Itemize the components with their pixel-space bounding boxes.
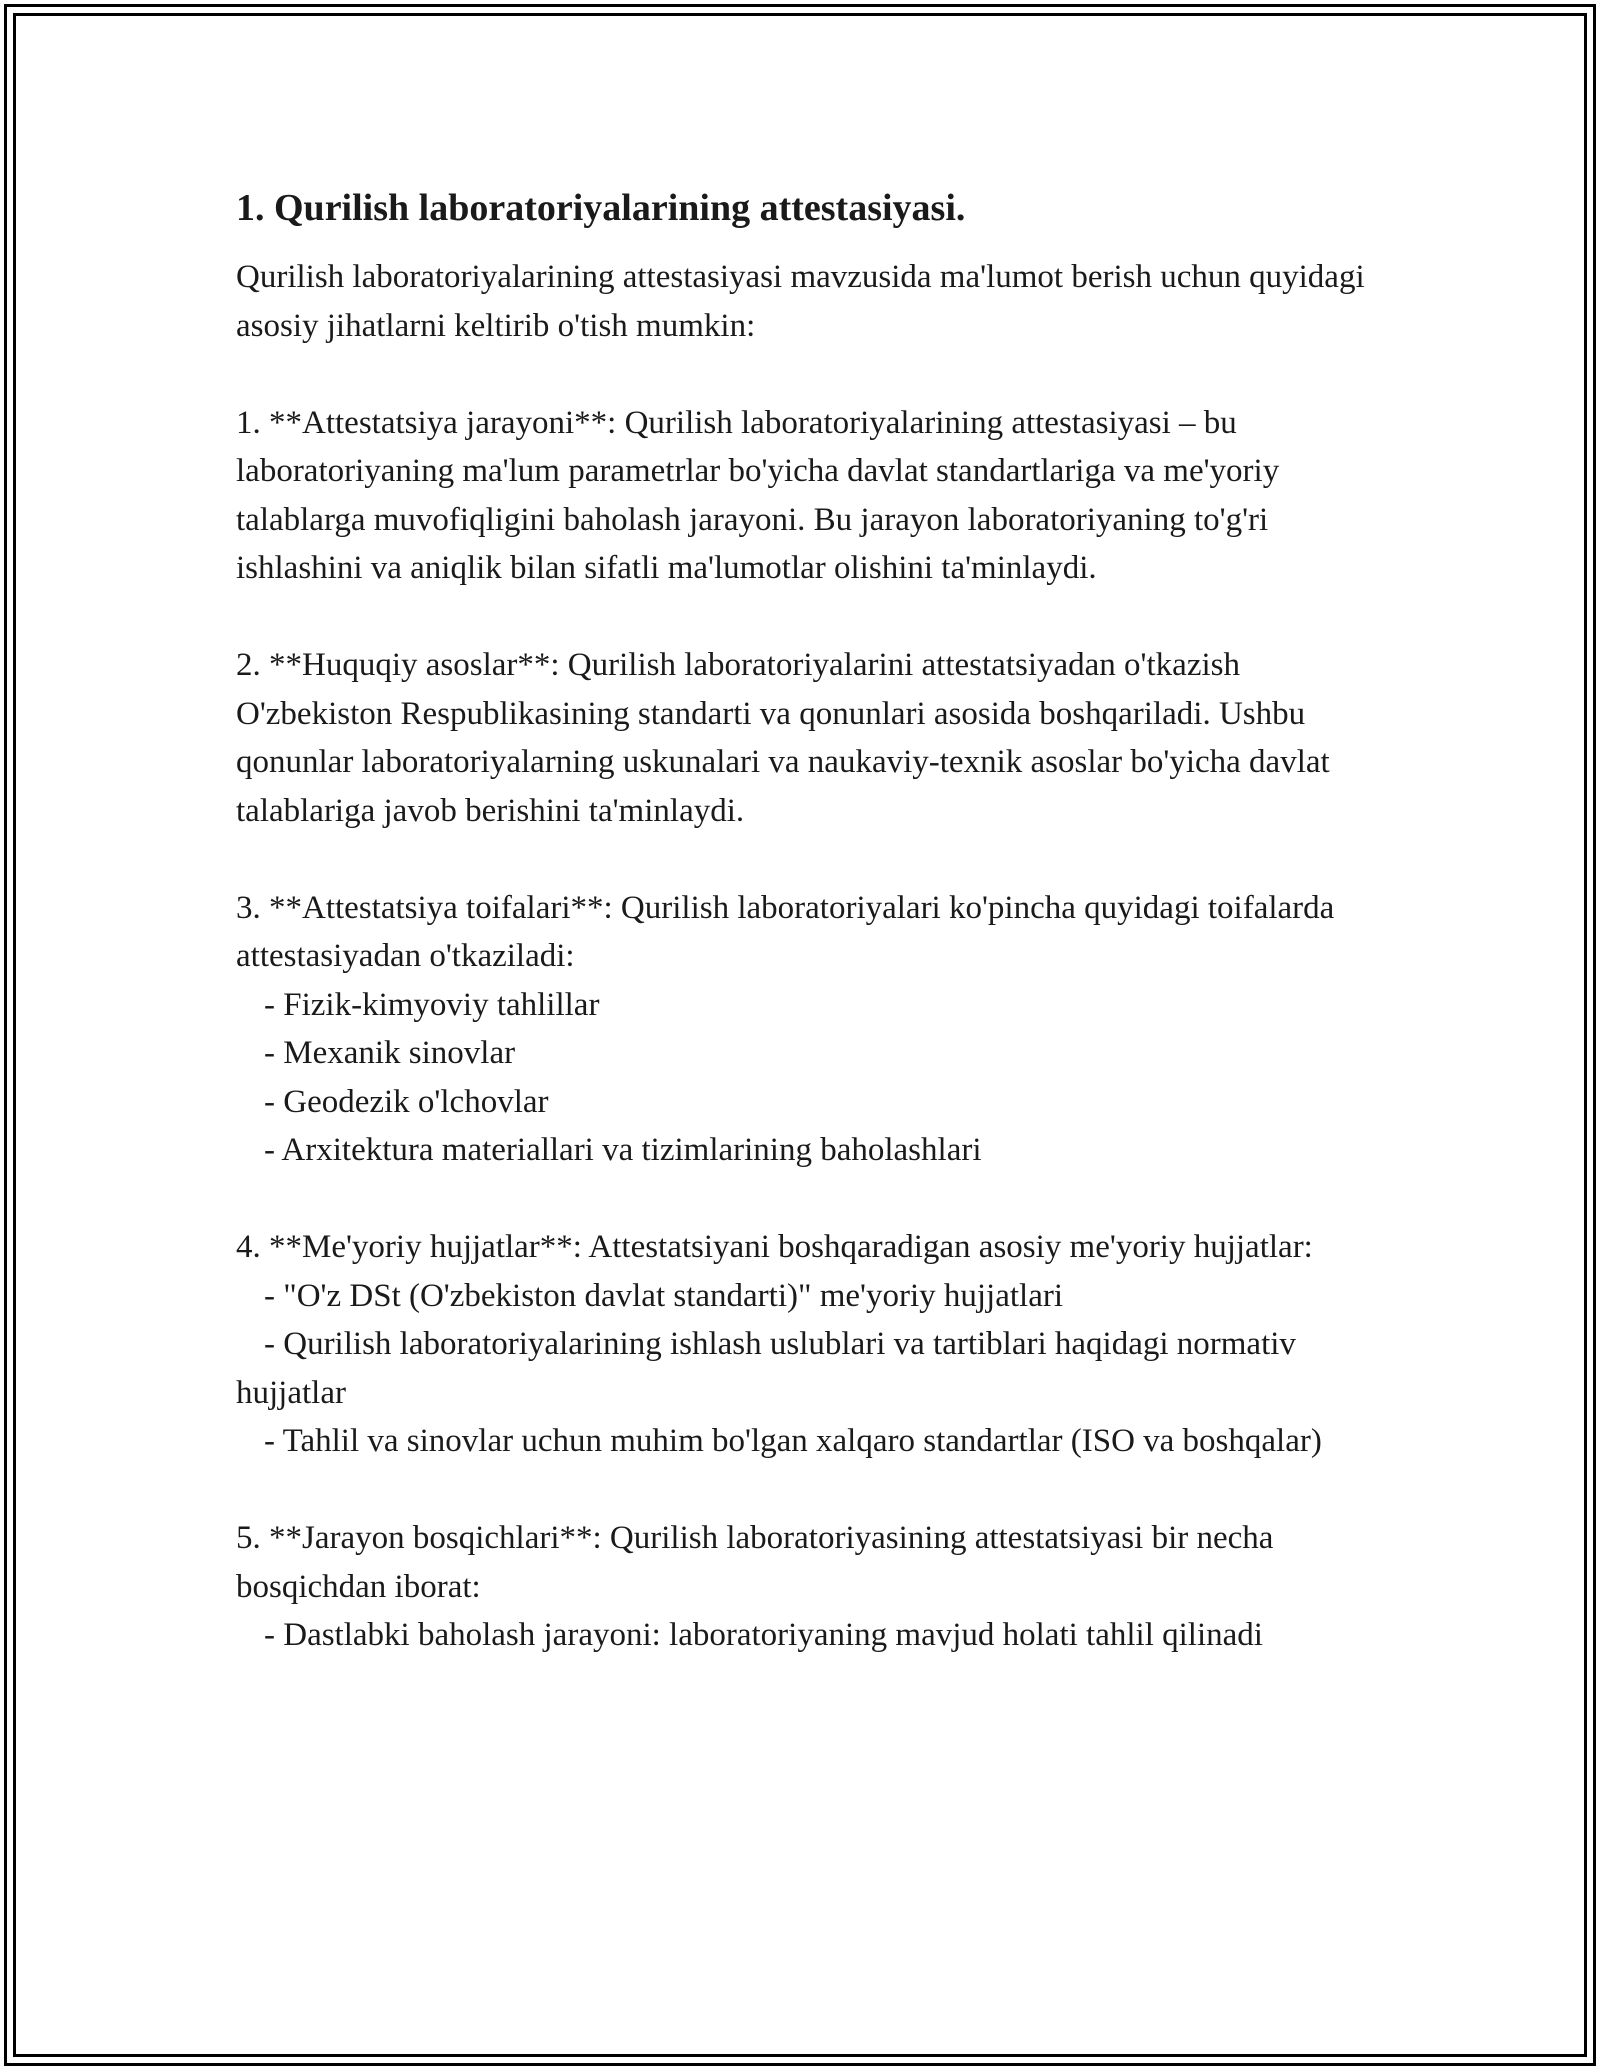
list-item: - Geodezik o'lchovlar xyxy=(264,1083,549,1120)
section-2-text: 2. **Huquqiy asoslar**: Qurilish laboratoriyalarini attestatsiyadan o'tkazish O'zbekiston Respublikasining standarti va qonunlari asosida boshqariladi. Ushbu qonunlar laboratoriyalarning uskunalari va naukaviy-texnik asoslar bo'yicha davlat talablariga javob berishini ta'minlaydi. xyxy=(236,647,1338,829)
paragraph-spacer xyxy=(236,350,1376,399)
section-4-text: 4. **Me'yoriy hujjatlar**: Attestatsiyani boshqaradigan asosiy me'yoriy hujjatlar: xyxy=(236,1229,1313,1265)
list-item xyxy=(236,1611,1376,1660)
paragraph-spacer xyxy=(236,1466,1376,1515)
section-1-text: 1. **Attestatsiya jarayoni**: Qurilish laboratoriyalarining attestasiyasi – bu laboratoriyaning ma'lum parametrlar bo'yicha davlat standartlariga va me'yoriy talablarga muvofiqligini baholash jarayoni. Bu jarayon laboratoriyaning to'g'ri ishlashini va aniqlik bilan sifatli ma'lumotlar olishini ta'minlaydi. xyxy=(236,404,1288,586)
document-body xyxy=(236,183,1376,1660)
list-item xyxy=(236,1320,1376,1417)
list-item: - Mexanik sinovlar xyxy=(264,1035,516,1071)
paragraph-spacer xyxy=(236,593,1376,642)
list-item: - Arxitektura materiallari va tizimlarining baholashlari xyxy=(264,1132,982,1168)
section-5-text: 5. **Jarayon bosqichlari**: Qurilish laboratoriyasining attestatsiyasi bir necha bosqichdan iborat: xyxy=(236,1520,1282,1605)
list-item-text: - Tahlil va sinovlar uchun muhim bo'lgan xalqaro standartlar (ISO va boshqalar) xyxy=(264,1423,1322,1459)
list-item xyxy=(236,1417,1376,1466)
list-item-text: - "O'z DSt (O'zbekiston davlat standarti)" me'yoriy hujjatlari xyxy=(264,1277,1063,1314)
paragraph-spacer xyxy=(236,835,1376,884)
section-3-text: 3. **Attestatsiya toifalari**: Qurilish laboratoriyalari ko'pincha quyidagi toifalarda attestasiyadan o'tkaziladi: xyxy=(236,889,1343,974)
section-5-list xyxy=(236,1611,1376,1660)
document-title: 1. Qurilish laboratoriyalarining attestasiyasi. xyxy=(236,187,966,229)
intro-paragraph: Qurilish laboratoriyalarining attestasiyasi mavzusida ma'lumot berish uchun quyidagi asosiy jihatlarni keltirib o'tish mumkin: xyxy=(236,259,1373,344)
list-item-text: - Qurilish laboratoriyalarining ishlash uslublari va tartiblari haqidagi normativ hujjatlar xyxy=(236,1326,1305,1411)
paragraph-spacer xyxy=(236,1175,1376,1224)
section-4-list xyxy=(236,1272,1376,1466)
section-3-list xyxy=(236,981,1376,1175)
list-item xyxy=(236,1272,1376,1321)
list-item: - Fizik-kimyoviy tahlillar xyxy=(264,986,600,1023)
list-item-text: - Dastlabki baholash jarayoni: laboratoriyaning mavjud holati tahlil qilinadi xyxy=(264,1617,1263,1653)
